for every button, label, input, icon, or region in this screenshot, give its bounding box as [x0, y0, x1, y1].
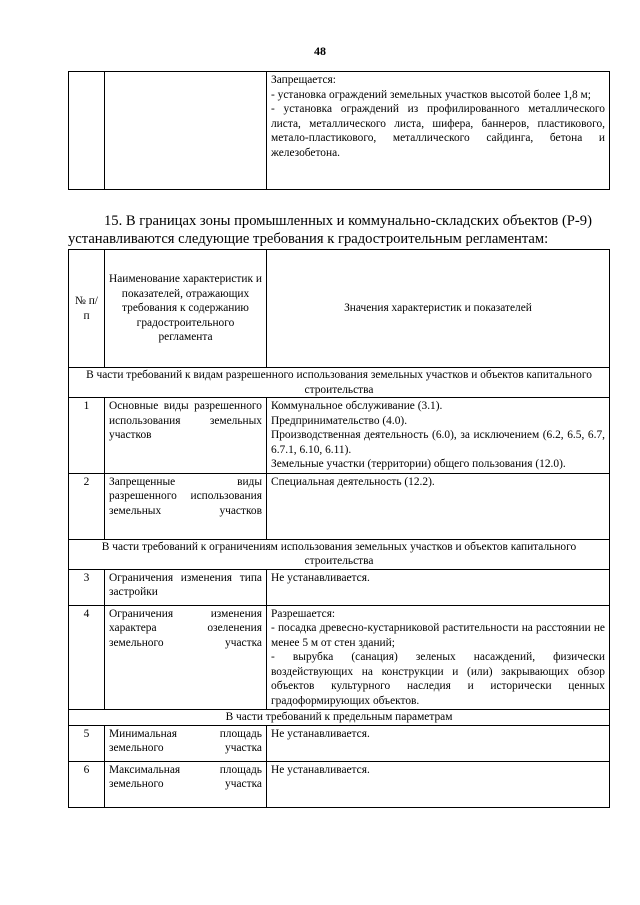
row-5-value: [267, 725, 610, 761]
row-2-num: 2: [69, 473, 105, 539]
section-heading-line-2: устанавливаются следующие требования к градостроительным регламентам:: [68, 231, 549, 247]
section-row-2: [69, 539, 610, 569]
row-4-num: 4: [69, 605, 105, 710]
page-number: 48: [314, 44, 326, 58]
row-4-name: Ограничения изменения характера озеленения земельного участка: [105, 605, 267, 710]
section-heading-line-1: 15. В границах зоны промышленных и коммунально-складских объектов (Р-9): [104, 213, 592, 229]
continuation-table: [68, 71, 610, 190]
section-title-2: В части требований к ограничениям использования земельных участков и объектов капитального строительства: [69, 539, 610, 569]
section-title-3: В части требований к предельным параметрам: [69, 710, 610, 726]
row-1-name: Основные виды разрешенного использования земельных участков: [105, 398, 267, 474]
header-num: № п/п: [69, 250, 105, 368]
row-1-value-3: Производственная деятельность (6.0), за исключением (6.2, 6.5, 6.7, 6.7.1, 6.10, 6.11).: [271, 429, 605, 456]
row-4-value-2: - посадка древесно-кустарниковой растительности на расстоянии не менее 5 м от стен зданий;: [271, 622, 605, 649]
row-6-value: [267, 761, 610, 807]
row-1-value-1: Коммунальное обслуживание (3.1).: [271, 400, 443, 412]
row-3-num: 3: [69, 569, 105, 605]
row-6-num: 6: [69, 761, 105, 807]
row-6-name: Максимальная площадь земельного участка: [105, 761, 267, 807]
row-1-value-4: Земельные участки (территории) общего пользования (12.0).: [271, 458, 566, 470]
row-3-value: [267, 569, 610, 605]
table-row-3: [69, 569, 610, 605]
continuation-num-cell: [69, 72, 105, 190]
header-name: Наименование характеристик и показателей, отражающих требования к содержанию градостроительного регламента: [105, 250, 267, 368]
row-3-name: Ограничения изменения типа застройки: [105, 569, 267, 605]
row-2-name: Запрещенные виды разрешенного использования земельных участков: [105, 473, 267, 539]
table-row-6: [69, 761, 610, 807]
table-header-row: [69, 250, 610, 368]
table-row-2: [69, 473, 610, 539]
continuation-item-2: - установка ограждений из профилированного металлического листа, металлического листа, шифера, баннеров, пластикового, метало-пластикового, металлического сайдинга, бетона и железобетона.: [271, 103, 605, 159]
row-1-value: [267, 398, 610, 474]
row-5-name: Минимальная площадь земельного участка: [105, 725, 267, 761]
continuation-value-cell: [267, 72, 610, 190]
row-4-value: [267, 605, 610, 710]
requirements-table: [68, 249, 610, 808]
row-5-num: 5: [69, 725, 105, 761]
row-4-value-3: - вырубка (санация) зеленых насаждений, физически воздействующих на конструкции и (или) закрывающих обзор объектов культурного наследия и исторически ценных градоформирующих объектов.: [271, 651, 605, 707]
section-row-1: [69, 368, 610, 398]
table-row-5: [69, 725, 610, 761]
header-value: Значения характеристик и показателей: [267, 250, 610, 368]
table-row-1: [69, 398, 610, 474]
continuation-name-cell: [105, 72, 267, 190]
row-5-value-1: Не устанавливается.: [271, 727, 370, 740]
row-3-value-1: Не устанавливается.: [271, 571, 370, 584]
row-2-value: [267, 473, 610, 539]
section-title-1: В части требований к видам разрешенного использования земельных участков и объектов капитального строительства: [69, 368, 610, 398]
continuation-item-1: - установка ограждений земельных участков высотой более 1,8 м;: [271, 88, 591, 101]
section-row-3: [69, 710, 610, 726]
row-4-value-1: Разрешается:: [271, 607, 336, 620]
table-row-4: [69, 605, 610, 710]
section-heading: [68, 212, 612, 248]
continuation-title: Запрещается:: [271, 74, 336, 86]
row-2-value-1: Специальная деятельность (12.2).: [271, 475, 435, 488]
row-6-value-1: Не устанавливается.: [271, 763, 370, 776]
row-1-num: 1: [69, 398, 105, 474]
row-1-value-2: Предпринимательство (4.0).: [271, 414, 408, 427]
